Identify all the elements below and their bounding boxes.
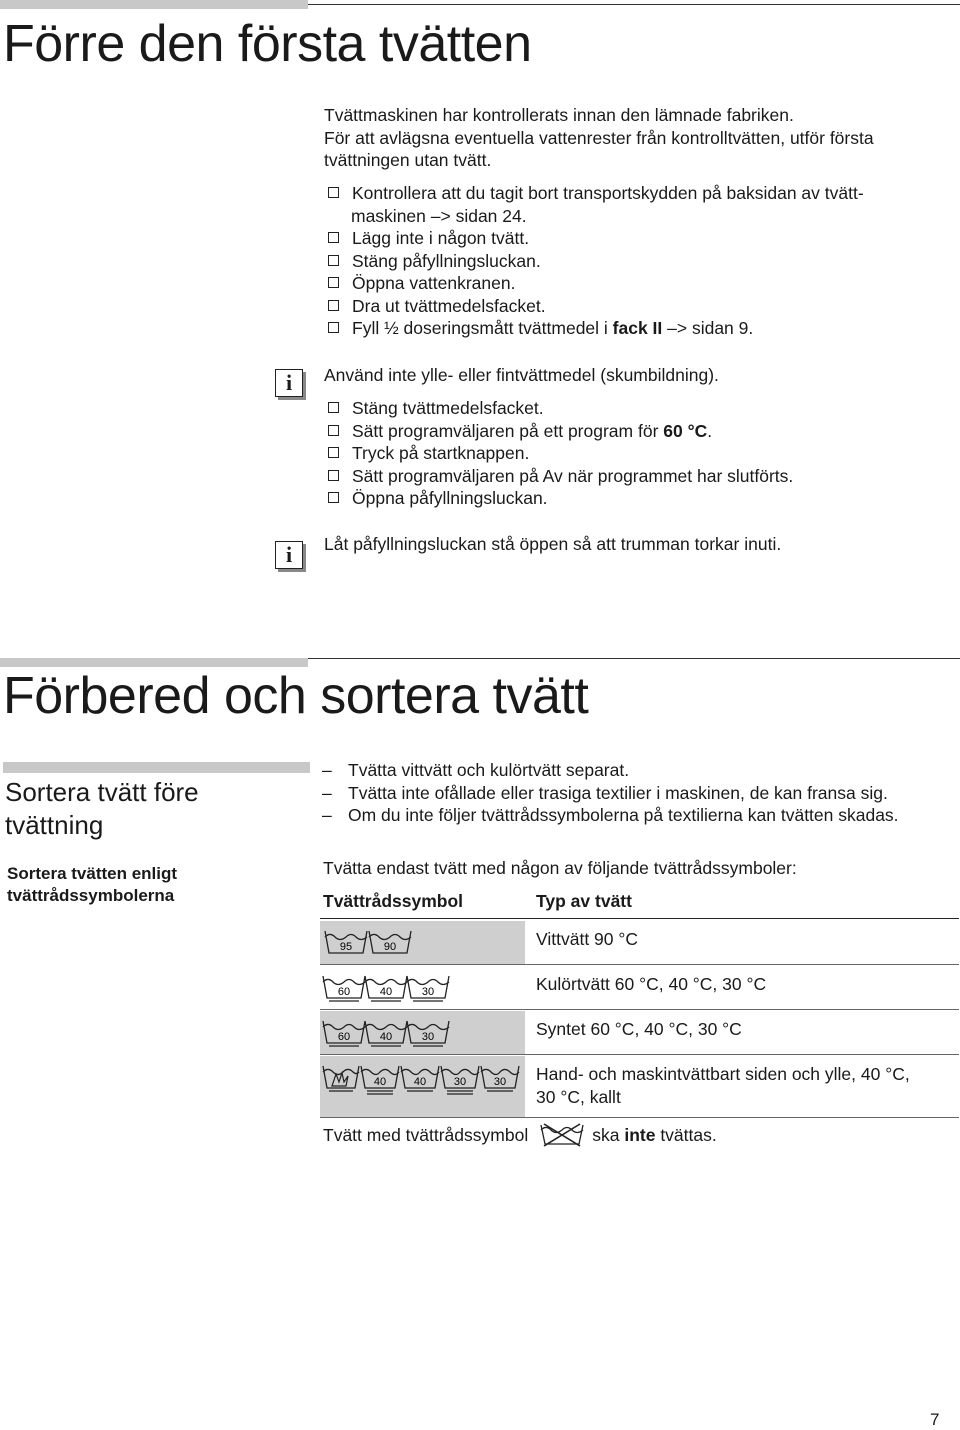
dash-icon: – xyxy=(322,760,332,780)
wash-symbol-icon xyxy=(320,921,525,965)
note-text: Låt påfyllningsluckan stå öppen så att trumman torkar inuti. xyxy=(324,534,782,554)
symbol-cell xyxy=(320,966,525,1010)
step-text: Lägg inte i någon tvätt. xyxy=(352,228,530,248)
section2-title: Förbered och sortera tvätt xyxy=(3,667,589,725)
sidebar-subtitle: Sortera tvätten enligt tvättrådssymbolerna xyxy=(7,864,178,905)
list-item xyxy=(324,272,954,295)
wash-symbol-icon xyxy=(320,1011,525,1055)
row-divider xyxy=(320,1054,959,1055)
step-continuation: maskinen –> sidan 24. xyxy=(351,205,527,226)
step-fill-bold: fack II xyxy=(612,318,663,338)
section1-intro xyxy=(324,104,954,172)
dash-item-text: Om du inte följer tvättrådssymbolerna på textilierna kan tvätten skadas. xyxy=(348,805,899,825)
row-divider xyxy=(320,964,959,965)
list-item xyxy=(324,295,954,318)
steps-list-2 xyxy=(324,397,954,510)
wash-type-line: Hand- och maskintvättbart siden och ylle, 40 °C, xyxy=(536,1064,910,1084)
checkbox-icon xyxy=(328,255,339,266)
hand-wash-icon xyxy=(323,1066,359,1091)
list-item xyxy=(322,782,958,805)
wash-temp-label: 40 xyxy=(379,986,393,998)
step-text: Öppna vattenkranen. xyxy=(352,273,516,293)
step-temp-pre: Sätt programväljaren på ett program för xyxy=(352,420,664,441)
step-text xyxy=(352,420,712,443)
steps-list-1 xyxy=(324,182,954,340)
step-fill-post: –> sidan 9. xyxy=(662,318,754,338)
list-item xyxy=(324,465,954,488)
wash-type: Vittvätt 90 °C xyxy=(536,929,639,949)
dash-icon: – xyxy=(322,805,332,825)
checkbox-icon xyxy=(328,322,339,333)
col-header-symbol: Tvättrådssymbol xyxy=(323,891,464,911)
list-item xyxy=(324,250,954,273)
checkbox-icon xyxy=(328,470,339,481)
section1-header-bar xyxy=(0,0,308,9)
list-item xyxy=(324,397,954,420)
footer-pre: Tvätt med tvättrådssymbol xyxy=(323,1124,529,1145)
wash-type: Syntet 60 °C, 40 °C, 30 °C xyxy=(536,1019,742,1039)
symbol-cell xyxy=(320,1056,525,1118)
col-header-type: Typ av tvätt xyxy=(536,891,632,911)
step-temp-bold: 60 °C xyxy=(663,420,708,441)
checkbox-icon xyxy=(328,187,339,198)
wash-symbol-icon xyxy=(320,966,525,1010)
do-not-wash-icon xyxy=(540,1122,584,1148)
checkbox-icon xyxy=(328,402,339,413)
list-item xyxy=(324,227,954,250)
wash-temp-label: 40 xyxy=(379,1031,393,1043)
wash-type-line: 30 °C, kallt xyxy=(536,1086,621,1107)
dash-icon: – xyxy=(322,782,332,803)
wash-temp-label: 30 xyxy=(421,986,435,998)
footer-sentence xyxy=(323,1122,953,1148)
table-row xyxy=(320,1011,959,1055)
list-item xyxy=(324,182,954,205)
step-temp-post: . xyxy=(707,420,713,441)
section2-rule xyxy=(308,658,960,659)
wash-temp-label: 30 xyxy=(453,1076,467,1088)
step-text xyxy=(352,317,753,340)
table-row xyxy=(320,966,959,1010)
step-text: Dra ut tvättmedelsfacket. xyxy=(352,295,546,316)
symbol-cell xyxy=(320,921,525,965)
checkbox-icon xyxy=(328,492,339,503)
checkbox-icon xyxy=(328,425,339,436)
sidebar-bar xyxy=(3,762,310,773)
wash-temp-label: 40 xyxy=(373,1076,387,1088)
list-item xyxy=(322,759,958,782)
list-item xyxy=(324,420,954,443)
step-fill-pre: Fyll ½ doseringsmått tvättmedel i xyxy=(352,318,613,338)
wash-temp-label: 90 xyxy=(383,941,397,953)
wash-temp-label: 40 xyxy=(413,1076,427,1088)
wash-temp-label: 30 xyxy=(493,1076,507,1088)
step-text: Tryck på startknappen. xyxy=(352,443,530,463)
wash-temp-label: 60 xyxy=(337,986,351,998)
table-row xyxy=(320,921,959,965)
wash-temp-label: 30 xyxy=(421,1031,435,1043)
row-divider xyxy=(320,1009,959,1010)
dash-item-text: Tvätta inte ofållade eller trasiga textilier i maskinen, de kan fransa sig. xyxy=(348,782,888,803)
page-number: 7 xyxy=(930,1410,940,1429)
section1-rule xyxy=(308,4,960,5)
checkbox-icon xyxy=(328,232,339,243)
section1-title: Förre den första tvätten xyxy=(3,15,532,73)
note-text: Använd inte ylle- eller fintvättmedel (skumbildning). xyxy=(324,365,719,385)
table-header-rule xyxy=(320,918,959,919)
intro-line: För att avlägsna eventuella vattenrester från kontrolltvätten, utför första xyxy=(324,127,874,148)
list-item xyxy=(324,442,954,465)
info-icon: i xyxy=(275,541,303,569)
step-text: Öppna påfyllningsluckan. xyxy=(352,488,548,508)
symbol-cell xyxy=(320,1011,525,1055)
wash-type: Kulörtvätt 60 °C, 40 °C, 30 °C xyxy=(536,974,767,994)
footer-mid: ska xyxy=(592,1124,625,1145)
step-text: Sätt programväljaren på Av när programmet har slutförts. xyxy=(352,465,794,486)
intro-line: Tvättmaskinen har kontrollerats innan den lämnade fabriken. xyxy=(324,105,794,125)
checkbox-icon xyxy=(328,300,339,311)
table-intro: Tvätta endast tvätt med någon av följande tvättrådssymboler: xyxy=(323,858,797,878)
checkbox-icon xyxy=(328,277,339,288)
step-text: Stäng påfyllningsluckan. xyxy=(352,250,541,271)
list-item xyxy=(322,804,958,827)
intro-line: tvättningen utan tvätt. xyxy=(324,150,492,170)
footer-bold: inte xyxy=(624,1124,656,1145)
dash-item-text: Tvätta vittvätt och kulörtvätt separat. xyxy=(348,760,630,780)
checkbox-icon xyxy=(328,447,339,458)
step-text: Stäng tvättmedelsfacket. xyxy=(352,398,544,418)
sidebar-title: Sortera tvätt före tvättning xyxy=(5,777,199,840)
wash-temp-label: 95 xyxy=(339,941,353,953)
step-text: Kontrollera att du tagit bort transportskydden på baksidan av tvätt- xyxy=(352,183,864,203)
list-item xyxy=(324,487,954,510)
wash-temp-label: 60 xyxy=(337,1031,351,1043)
table-row xyxy=(320,1056,959,1118)
row-divider xyxy=(320,1117,959,1118)
dash-list xyxy=(322,759,958,827)
wash-symbol-icon xyxy=(320,1056,525,1118)
list-item xyxy=(324,317,954,340)
wash-type xyxy=(536,1063,956,1108)
info-icon: i xyxy=(275,369,303,397)
footer-post: tvättas. xyxy=(655,1124,717,1145)
